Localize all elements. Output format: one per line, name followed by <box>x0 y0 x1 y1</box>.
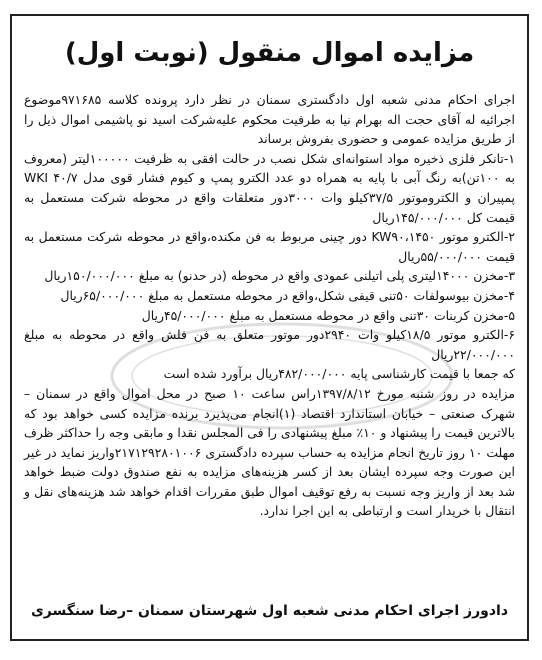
item-4: ۴-مخزن بیوسولفات ۵۰تنی قیفی شکل،واقع در محوطه مستعمل به مبلغ ۶۵/۰۰۰/۰۰۰ریال <box>60 287 515 303</box>
notice-title: مزایده اموال منقول (نوبت اول) <box>64 38 475 68</box>
total-price: که جمعا با قیمت کارشناسی پایه ۴۸۲/۰۰۰/۰۰۰ریال برآورد شده است <box>163 366 515 382</box>
item-6: ۶-الکترو موتور ۱۸/۵کیلو وات ۲۹۴۰دور موتور متعلق به فن فلش واقع در محوطه به مبلغ ۲۲/۰۰۰/۰۰۰ریال <box>24 327 516 362</box>
intro-paragraph: اجرای احکام مدنی شعبه اول دادگستری سمنان در نظر دارد پرونده کلاسه ۹۷۱۶۸۵موضوع اجرائیه له آقای حجت اله بهرام نیا به طرفیت محکوم علیه‌شرکت اسید نو پاشیمی اموال ذیل را از طریق مزایده عمومی و حضوری بفروش برساند <box>24 92 515 147</box>
auction-terms: مزایده در روز شنبه مورخ ۱۳۹۷/۸/۱۲راس ساعت ۱۰ صبح در محل اموال واقع در سمنان –شهرک صنعتی – خیابان استاندارد اقتصاد (۱)انجام می‌پذیرد برنده مزایده کسی خواهد بود که بالاترین قیمت را پیشنهاد و ۱۰٪ مبلغ پیشنهادی را فی المجلس نقدا و مابقی وجه را حداکثر ظرف مهلت ۱۰ روز تاریخ انجام مزایده به حساب سپرده دادگستری ۲۱۷۱۲۹۲۸۰۱۰۰۶واریز نماید در غیر این صورت وجه سپرده ایشان بعد از کسر هزینه‌های مزایده به نفع صندوق دولت ضبط خواهد شد بعد از واریز وجه نسبت به رفع توقیف اموال طبق مقررات اقدام خواهد شد هزینه‌های نقل و انتقال با خریدار است و ارتباطی به این اجرا ندارد. <box>24 385 516 519</box>
signature-line: دادورز اجرای احکام مدنی شعبه اول شهرستان سمنان –رضا سنگسری <box>30 603 509 619</box>
item-5: ۵-مخزن کربنات ۳۰تنی واقع در محوطه مستعمل به مبلغ ۴۵/۰۰۰/۰۰۰ریال <box>141 307 515 323</box>
notice-body <box>24 90 515 521</box>
item-2: ۲-الکترو موتور KW۹۰،۱۴۵۰ دور چینی مربوط به فن مکنده،واقع در محوطه شرکت مستعمل به قیمت ۵۵/۰۰۰/۰۰۰ریال <box>24 229 515 264</box>
item-1: ۱-تانکر فلزی ذخیره مواد استوانه‌ای شکل نصب در حالت افقی به ظرفیت ۱۰۰۰۰۰لیتر (معروف به ۱۰۰تن)به رنگ آبی با پایه به همراه دو عدد الکترو پمپ و کیوم فشار قوی مدل WKI ۴۰/۷ پمپیران و الکتروموتور ۳۷/۵کیلو وات ۳۰۰۰دور متعلقات واقع در محوطه شرکت مستعمل به قیمت کل ۱۴۵/۰۰۰/۰۰۰ریال <box>24 150 515 225</box>
notice-frame <box>10 14 529 641</box>
item-3: ۳-مخزن ۱۴۰۰۰لیتری پلی اتیلنی عمودی واقع در محوطه (در حدنو) به مبلغ ۱۵۰/۰۰۰/۰۰۰ریال <box>44 268 515 284</box>
